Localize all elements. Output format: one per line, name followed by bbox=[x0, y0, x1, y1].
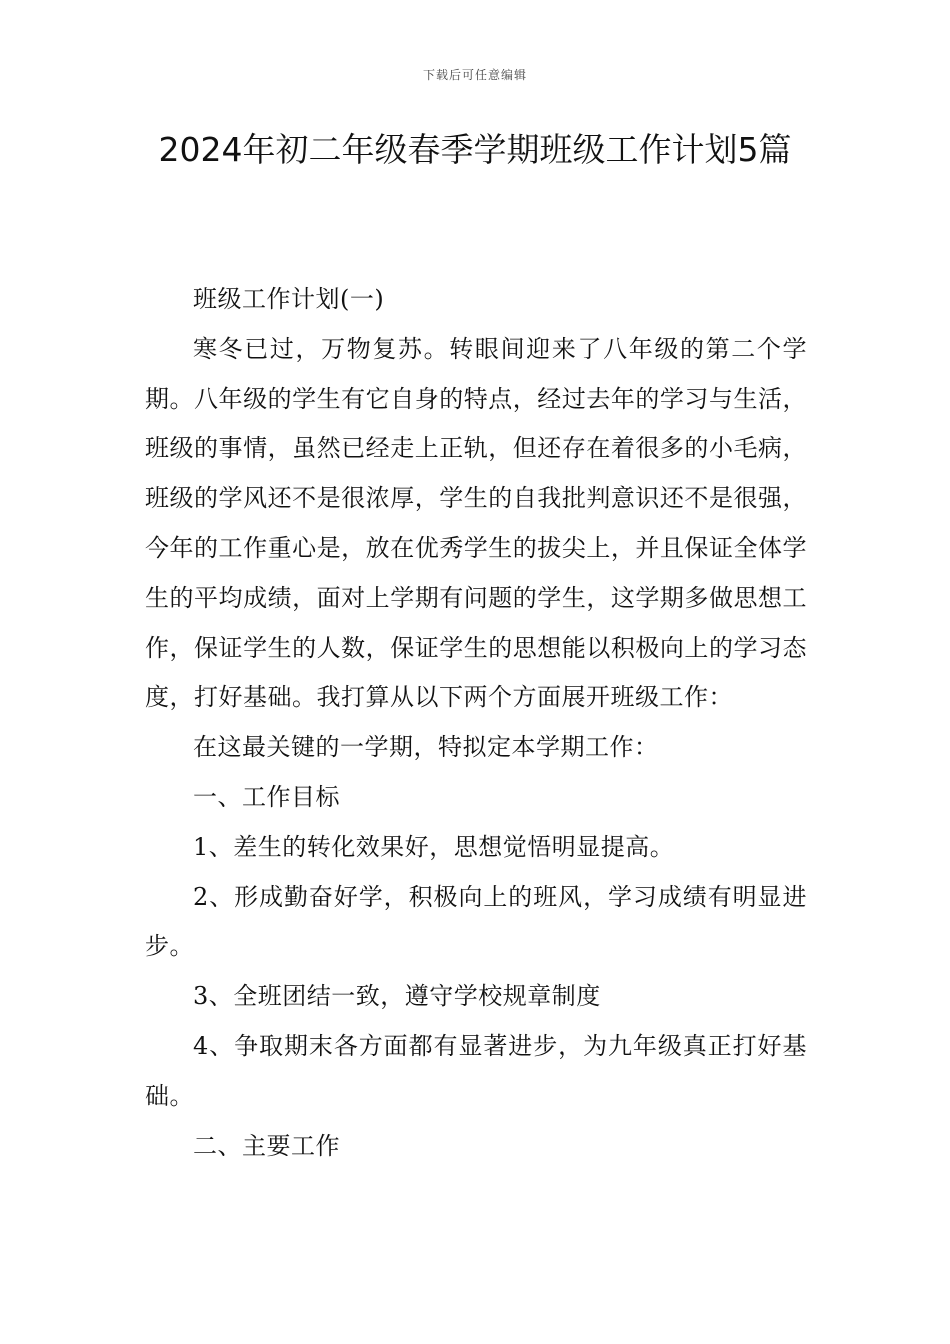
document-title: 2024年初二年级春季学期班级工作计划5篇 bbox=[158, 130, 792, 169]
goal-item-2: 2、形成勤奋好学，积极向上的班风，学习成绩有明显进步。 bbox=[145, 882, 807, 961]
header-note: 下载后可任意编辑 bbox=[422, 68, 527, 82]
section-heading-plan-1: 班级工作计划(一) bbox=[193, 285, 385, 313]
section-heading-main-work: 二、主要工作 bbox=[193, 1131, 340, 1160]
goal-item-3: 3、全班团结一致，遵守学校规章制度 bbox=[193, 982, 601, 1011]
plan-statement: 在这最关键的一学期，特拟定本学期工作： bbox=[193, 733, 659, 762]
document-body bbox=[145, 275, 807, 1171]
intro-paragraph: 寒冬已过，万物复苏。转眼间迎来了八年级的第二个学期。八年级的学生有它自身的特点，经过去年的学习与生活，班级的事情，虽然已经走上正轨，但还存在着很多的小毛病，班级的学风还不是很浓厚，学生的自我批判意识还不是很强，今年的工作重心是，放在优秀学生的拔尖上，并且保证全体学生的平均成绩，面对上学期有问题的学生，这学期多做思想工作，保证学生的人数，保证学生的思想能以积极向上的学习态度，打好基础。我打算从以下两个方面展开班级工作： bbox=[145, 334, 807, 712]
section-heading-goals: 一、工作目标 bbox=[193, 782, 340, 811]
goal-item-1: 1、差生的转化效果好，思想觉悟明显提高。 bbox=[193, 832, 675, 861]
goal-item-4: 4、争取期末各方面都有显著进步，为九年级真正打好基础。 bbox=[145, 1031, 807, 1110]
